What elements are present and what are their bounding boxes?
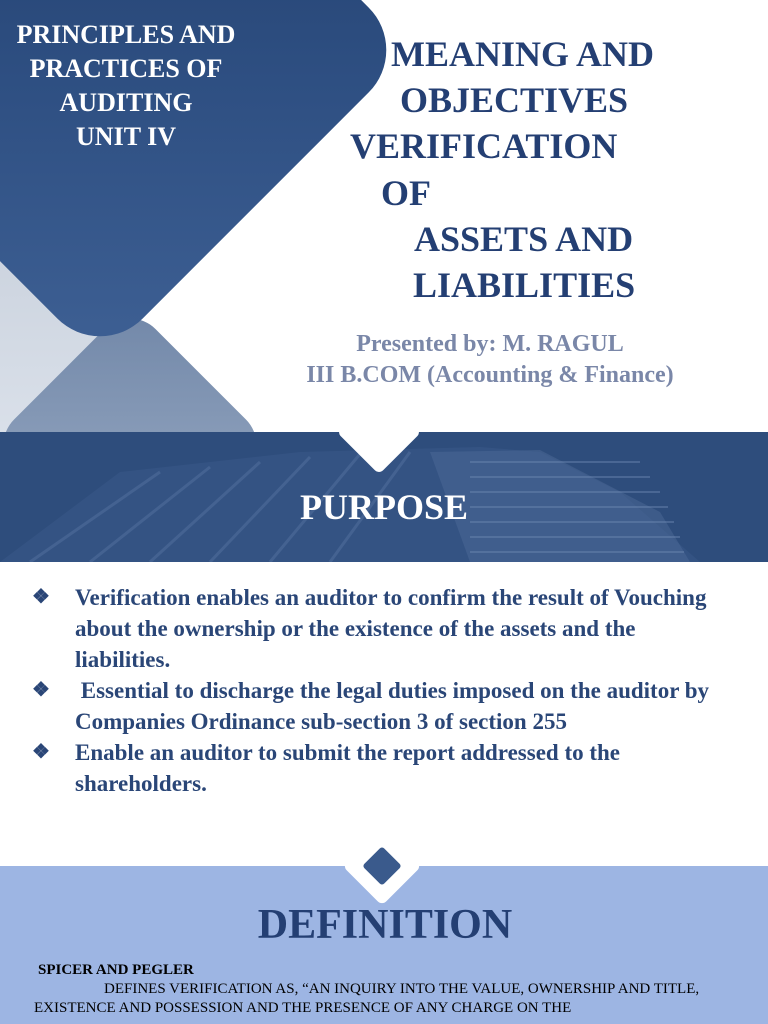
bullet-text: Verification enables an auditor to confirm the result of Vouching about the ownership or the existence of the assets and the liabilities.: [75, 585, 707, 672]
purpose-bullet-list: [30, 582, 730, 799]
list-item: [30, 675, 730, 737]
diamond-cluster-icon: ❖: [32, 586, 50, 608]
presenter-class: III B.COM (Accounting & Finance): [306, 362, 674, 388]
bullet-text: Enable an auditor to submit the report addressed to the shareholders.: [75, 740, 621, 796]
main-title-line: LIABILITIES: [413, 265, 636, 305]
list-item: [30, 582, 730, 675]
bullet-text: Essential to discharge the legal duties imposed on the auditor by Companies Ordinance sub-section 3 of section 255: [75, 678, 715, 734]
title-slide: [0, 0, 768, 432]
purpose-banner: [0, 432, 768, 562]
course-line: PRINCIPLES AND: [16, 20, 236, 49]
main-title-line: OF: [381, 173, 431, 213]
definition-text: DEFINES VERIFICATION AS, “AN INQUIRY INTO THE VALUE, OWNERSHIP AND TITLE, EXISTENCE AND POSSESSION AND THE PRESENCE OF ANY CHARGE ON THE: [34, 981, 700, 1016]
presenter-name: Presented by: M. RAGUL: [356, 331, 624, 357]
diamond-cluster-icon: ❖: [32, 741, 50, 763]
diamond-cluster-icon: ❖: [32, 679, 50, 701]
list-item: [30, 737, 730, 799]
main-title-line: OBJECTIVES: [400, 80, 629, 120]
course-line: AUDITING: [59, 88, 193, 117]
course-title: [0, 18, 252, 154]
purpose-slide: [0, 432, 768, 866]
purpose-heading: PURPOSE: [299, 487, 468, 527]
main-title-line: VERIFICATION: [350, 126, 618, 166]
course-line: PRACTICES OF: [29, 54, 223, 83]
main-title-line: MEANING AND: [391, 34, 655, 74]
course-line: UNIT IV: [76, 122, 176, 151]
definition-slide: [0, 866, 768, 1024]
definition-author: SPICER AND PEGLER: [38, 962, 194, 978]
definition-heading: DEFINITION: [257, 902, 513, 948]
main-title-line: ASSETS AND: [414, 219, 634, 259]
